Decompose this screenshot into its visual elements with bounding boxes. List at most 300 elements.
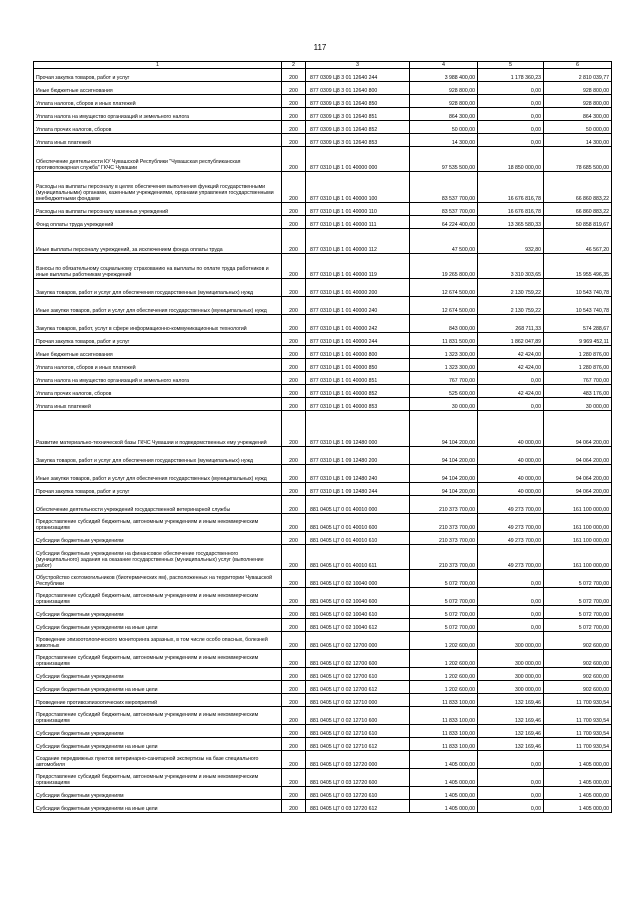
row-budget-code: 877 0310 Ц8 1 01 40000 112	[306, 229, 410, 254]
row-code-line: 200	[282, 254, 306, 279]
row-name: Уплата налога на имущество организаций и земельного налога	[34, 108, 282, 121]
row-name: Проведение эпизоотологического мониторинга заразных, в том числе особо опасных, болезней животных	[34, 632, 282, 650]
table-row	[34, 681, 612, 694]
row-name: Субсидии бюджетным учреждениям на иные цели	[34, 738, 282, 751]
row-name: Иные закупки товаров, работ и услуг для обеспечения государственных (муниципальных) нужд	[34, 297, 282, 315]
row-remaining-amount: 5 072 700,00	[544, 588, 612, 606]
row-executed-amount: 3 310 303,65	[478, 254, 544, 279]
row-code-line: 200	[282, 650, 306, 668]
row-approved-amount: 928 800,00	[410, 82, 478, 95]
table-row	[34, 545, 612, 570]
row-code-line: 200	[282, 668, 306, 681]
row-budget-code: 881 0405 Ц7 0 02 12710 610	[306, 725, 410, 738]
row-remaining-amount: 10 543 740,78	[544, 297, 612, 315]
row-name: Уплата прочих налогов, сборов	[34, 121, 282, 134]
row-remaining-amount: 46 567,20	[544, 229, 612, 254]
row-budget-code: 877 0310 Ц8 1 09 12480 244	[306, 483, 410, 496]
row-remaining-amount: 11 700 930,54	[544, 738, 612, 751]
row-approved-amount: 97 535 500,00	[410, 147, 478, 172]
row-approved-amount: 1 202 600,00	[410, 668, 478, 681]
row-name: Расходы на выплаты персоналу в целях обеспечения выполнения функций государственными (муниципальными) органами, казенными учреждениями, органами управления государственными внебюджетными фондами	[34, 172, 282, 203]
row-executed-amount: 0,00	[478, 606, 544, 619]
row-budget-code: 877 0309 Ц8 3 01 12640 800	[306, 82, 410, 95]
table-row	[34, 134, 612, 147]
row-budget-code: 881 0405 Ц7 0 01 40010 600	[306, 514, 410, 532]
row-budget-code: 877 0310 Ц8 1 09 12480 240	[306, 465, 410, 483]
row-remaining-amount: 574 288,67	[544, 315, 612, 333]
row-budget-code: 877 0310 Ц8 1 01 40000 850	[306, 359, 410, 372]
row-approved-amount: 928 800,00	[410, 95, 478, 108]
row-name: Иные бюджетные ассигнования	[34, 346, 282, 359]
table-row	[34, 570, 612, 588]
row-name: Иные закупки товаров, работ и услуг для обеспечения государственных (муниципальных) нужд	[34, 465, 282, 483]
row-executed-amount: 42 424,00	[478, 346, 544, 359]
header-cell: 2	[282, 62, 306, 69]
row-approved-amount: 210 373 700,00	[410, 545, 478, 570]
row-approved-amount: 525 600,00	[410, 385, 478, 398]
row-remaining-amount: 161 100 000,00	[544, 545, 612, 570]
table-row	[34, 398, 612, 411]
row-remaining-amount: 66 860 883,22	[544, 172, 612, 203]
row-budget-code: 877 0309 Ц8 3 01 12640 851	[306, 108, 410, 121]
row-executed-amount: 0,00	[478, 751, 544, 769]
row-approved-amount: 767 700,00	[410, 372, 478, 385]
row-budget-code: 881 0405 Ц7 0 02 12700 612	[306, 681, 410, 694]
row-executed-amount: 132 169,46	[478, 707, 544, 725]
table-row	[34, 121, 612, 134]
row-approved-amount: 5 072 700,00	[410, 619, 478, 632]
header-cell: 3	[306, 62, 410, 69]
row-executed-amount: 300 000,00	[478, 632, 544, 650]
row-budget-code: 881 0405 Ц7 0 01 40010 000	[306, 496, 410, 514]
row-name: Прочая закупка товаров, работ и услуг	[34, 483, 282, 496]
row-name: Развитие материально-технической базы ГКЧС Чувашии и подведомственных ему учреждений	[34, 411, 282, 447]
row-executed-amount: 40 000,00	[478, 411, 544, 447]
row-code-line: 200	[282, 229, 306, 254]
row-approved-amount: 19 265 800,00	[410, 254, 478, 279]
table-row	[34, 738, 612, 751]
row-code-line: 200	[282, 95, 306, 108]
table-row	[34, 95, 612, 108]
row-remaining-amount: 94 064 200,00	[544, 483, 612, 496]
row-code-line: 200	[282, 496, 306, 514]
table-row	[34, 447, 612, 465]
row-executed-amount: 932,80	[478, 229, 544, 254]
row-code-line: 200	[282, 398, 306, 411]
row-code-line: 200	[282, 800, 306, 813]
row-name: Предоставление субсидий бюджетным, автономным учреждениям и иным некоммерческим организациям	[34, 588, 282, 606]
row-executed-amount: 2 130 759,22	[478, 297, 544, 315]
row-approved-amount: 11 833 100,00	[410, 738, 478, 751]
row-budget-code: 881 0405 Ц7 0 03 12720 000	[306, 751, 410, 769]
row-approved-amount: 843 000,00	[410, 315, 478, 333]
row-budget-code: 881 0405 Ц7 0 02 10040 612	[306, 619, 410, 632]
header-cell: 5	[478, 62, 544, 69]
row-code-line: 200	[282, 465, 306, 483]
row-budget-code: 877 0310 Ц8 1 01 40000 111	[306, 216, 410, 229]
row-budget-code: 881 0405 Ц7 0 02 12700 600	[306, 650, 410, 668]
table-row	[34, 411, 612, 447]
table-row	[34, 787, 612, 800]
row-approved-amount: 64 224 400,00	[410, 216, 478, 229]
row-executed-amount: 0,00	[478, 134, 544, 147]
row-name: Субсидии бюджетным учреждениям на иные цели	[34, 619, 282, 632]
row-name: Закупка товаров, работ и услуг для обеспечения государственных (муниципальных) нужд	[34, 447, 282, 465]
row-remaining-amount: 902 600,00	[544, 668, 612, 681]
row-remaining-amount: 5 072 700,00	[544, 570, 612, 588]
row-remaining-amount: 864 300,00	[544, 108, 612, 121]
table-row	[34, 216, 612, 229]
row-approved-amount: 3 988 400,00	[410, 69, 478, 82]
row-remaining-amount: 928 800,00	[544, 95, 612, 108]
row-executed-amount: 16 676 816,78	[478, 172, 544, 203]
row-budget-code: 877 0309 Ц8 3 01 12640 852	[306, 121, 410, 134]
table-row	[34, 632, 612, 650]
row-code-line: 200	[282, 315, 306, 333]
table-row	[34, 82, 612, 95]
row-name: Предоставление субсидий бюджетным, автономным учреждениям и иным некоммерческим организациям	[34, 650, 282, 668]
row-executed-amount: 132 169,46	[478, 725, 544, 738]
row-budget-code: 877 0310 Ц8 1 01 40000 242	[306, 315, 410, 333]
row-name: Уплата иных платежей	[34, 134, 282, 147]
row-executed-amount: 0,00	[478, 800, 544, 813]
row-code-line: 200	[282, 359, 306, 372]
row-code-line: 200	[282, 707, 306, 725]
row-approved-amount: 1 405 000,00	[410, 769, 478, 787]
row-approved-amount: 864 300,00	[410, 108, 478, 121]
row-remaining-amount: 11 700 930,54	[544, 694, 612, 707]
row-name: Обеспечение деятельности КУ Чувашской Республики "Чувашская республиканская противопожарная служба" ГКЧС Чувашии	[34, 147, 282, 172]
row-name: Субсидии бюджетным учреждениям на иные цели	[34, 800, 282, 813]
row-budget-code: 881 0405 Ц7 0 01 40010 611	[306, 545, 410, 570]
row-name: Субсидии бюджетным учреждениям на финансовое обеспечение государственного (муниципального) задания на оказание государственных (муниципальных) услуг (выполнение работ)	[34, 545, 282, 570]
header-cell: 1	[34, 62, 282, 69]
row-executed-amount: 42 424,00	[478, 385, 544, 398]
row-executed-amount: 0,00	[478, 95, 544, 108]
table-row	[34, 229, 612, 254]
row-executed-amount: 42 424,00	[478, 359, 544, 372]
table-row	[34, 483, 612, 496]
table-row	[34, 668, 612, 681]
row-budget-code: 881 0405 Ц7 0 01 40010 610	[306, 532, 410, 545]
row-executed-amount: 132 169,46	[478, 694, 544, 707]
row-budget-code: 877 0310 Ц8 1 01 40000 119	[306, 254, 410, 279]
row-budget-code: 881 0405 Ц7 0 02 10040 000	[306, 570, 410, 588]
row-name: Прочая закупка товаров, работ и услуг	[34, 333, 282, 346]
row-executed-amount: 0,00	[478, 769, 544, 787]
row-remaining-amount: 11 700 930,54	[544, 707, 612, 725]
row-executed-amount: 40 000,00	[478, 447, 544, 465]
row-approved-amount: 1 202 600,00	[410, 632, 478, 650]
row-executed-amount: 49 273 700,00	[478, 496, 544, 514]
row-budget-code: 881 0405 Ц7 0 02 12710 000	[306, 694, 410, 707]
row-executed-amount: 300 000,00	[478, 681, 544, 694]
row-code-line: 200	[282, 346, 306, 359]
row-code-line: 200	[282, 751, 306, 769]
row-name: Иные бюджетные ассигнования	[34, 82, 282, 95]
row-budget-code: 877 0310 Ц8 1 01 40000 800	[306, 346, 410, 359]
row-approved-amount: 94 104 200,00	[410, 483, 478, 496]
row-budget-code: 881 0405 Ц7 0 02 10040 610	[306, 606, 410, 619]
table-row	[34, 751, 612, 769]
row-budget-code: 881 0405 Ц7 0 03 12720 600	[306, 769, 410, 787]
row-budget-code: 877 0310 Ц8 1 01 40000 244	[306, 333, 410, 346]
row-remaining-amount: 1 405 000,00	[544, 769, 612, 787]
row-name: Уплата иных платежей	[34, 398, 282, 411]
row-executed-amount: 0,00	[478, 108, 544, 121]
row-executed-amount: 49 273 700,00	[478, 514, 544, 532]
row-name: Уплата налогов, сборов и иных платежей	[34, 359, 282, 372]
table-row	[34, 254, 612, 279]
table-row	[34, 769, 612, 787]
row-remaining-amount: 1 280 876,00	[544, 346, 612, 359]
row-executed-amount: 0,00	[478, 588, 544, 606]
row-approved-amount: 210 373 700,00	[410, 532, 478, 545]
row-approved-amount: 1 202 600,00	[410, 650, 478, 668]
row-name: Фонд оплаты труда учреждений	[34, 216, 282, 229]
row-executed-amount: 0,00	[478, 787, 544, 800]
row-approved-amount: 210 373 700,00	[410, 514, 478, 532]
table-row	[34, 279, 612, 297]
row-executed-amount: 2 130 759,22	[478, 279, 544, 297]
row-budget-code: 881 0405 Ц7 0 03 12720 612	[306, 800, 410, 813]
row-name: Субсидии бюджетным учреждениям	[34, 606, 282, 619]
row-approved-amount: 11 833 100,00	[410, 725, 478, 738]
row-budget-code: 881 0405 Ц7 0 03 12720 610	[306, 787, 410, 800]
row-executed-amount: 18 850 000,00	[478, 147, 544, 172]
table-row	[34, 297, 612, 315]
row-approved-amount: 14 300,00	[410, 134, 478, 147]
table-row	[34, 606, 612, 619]
row-executed-amount: 13 365 580,33	[478, 216, 544, 229]
row-approved-amount: 47 500,00	[410, 229, 478, 254]
row-remaining-amount: 1 405 000,00	[544, 800, 612, 813]
row-remaining-amount: 902 600,00	[544, 632, 612, 650]
table-row	[34, 619, 612, 632]
table-row	[34, 496, 612, 514]
row-code-line: 200	[282, 203, 306, 216]
row-name: Расходы на выплаты персоналу казенных учреждений	[34, 203, 282, 216]
row-executed-amount: 0,00	[478, 372, 544, 385]
row-name: Уплата прочих налогов, сборов	[34, 385, 282, 398]
row-executed-amount: 1 178 360,23	[478, 69, 544, 82]
row-code-line: 200	[282, 694, 306, 707]
row-name: Предоставление субсидий бюджетным, автономным учреждениям и иным некоммерческим организациям	[34, 514, 282, 532]
page-number: 117	[313, 43, 327, 52]
row-executed-amount: 0,00	[478, 82, 544, 95]
row-code-line: 200	[282, 447, 306, 465]
row-executed-amount: 0,00	[478, 619, 544, 632]
row-code-line: 200	[282, 172, 306, 203]
row-remaining-amount: 1 280 876,00	[544, 359, 612, 372]
row-name: Уплата налогов, сборов и иных платежей	[34, 95, 282, 108]
row-remaining-amount: 161 100 000,00	[544, 496, 612, 514]
row-approved-amount: 94 104 200,00	[410, 411, 478, 447]
row-code-line: 200	[282, 297, 306, 315]
row-approved-amount: 94 104 200,00	[410, 465, 478, 483]
row-approved-amount: 1 405 000,00	[410, 800, 478, 813]
row-code-line: 200	[282, 372, 306, 385]
row-code-line: 200	[282, 769, 306, 787]
row-budget-code: 877 0310 Ц8 1 01 40000 110	[306, 203, 410, 216]
row-approved-amount: 11 831 500,00	[410, 333, 478, 346]
row-executed-amount: 300 000,00	[478, 650, 544, 668]
row-remaining-amount: 161 100 000,00	[544, 532, 612, 545]
row-remaining-amount: 2 810 039,77	[544, 69, 612, 82]
row-name: Субсидии бюджетным учреждениям	[34, 668, 282, 681]
table-row	[34, 346, 612, 359]
row-code-line: 200	[282, 483, 306, 496]
row-remaining-amount: 902 600,00	[544, 681, 612, 694]
row-budget-code: 877 0310 Ц8 1 01 40000 240	[306, 297, 410, 315]
row-executed-amount: 132 169,46	[478, 738, 544, 751]
row-budget-code: 881 0405 Ц7 0 02 12710 612	[306, 738, 410, 751]
row-budget-code: 877 0309 Ц8 3 01 12640 244	[306, 69, 410, 82]
row-approved-amount: 5 072 700,00	[410, 570, 478, 588]
row-approved-amount: 1 202 600,00	[410, 681, 478, 694]
table-row	[34, 725, 612, 738]
row-name: Предоставление субсидий бюджетным, автономным учреждениям и иным некоммерческим организациям	[34, 769, 282, 787]
row-remaining-amount: 161 100 000,00	[544, 514, 612, 532]
row-code-line: 200	[282, 134, 306, 147]
row-code-line: 200	[282, 279, 306, 297]
row-remaining-amount: 1 405 000,00	[544, 751, 612, 769]
row-remaining-amount: 94 064 200,00	[544, 465, 612, 483]
row-name: Субсидии бюджетным учреждениям на иные цели	[34, 681, 282, 694]
row-name: Субсидии бюджетным учреждениям	[34, 787, 282, 800]
row-code-line: 200	[282, 787, 306, 800]
table-row	[34, 203, 612, 216]
row-approved-amount: 94 104 200,00	[410, 447, 478, 465]
row-approved-amount: 210 373 700,00	[410, 496, 478, 514]
row-budget-code: 877 0310 Ц8 1 09 12480 200	[306, 447, 410, 465]
table-row	[34, 800, 612, 813]
row-approved-amount: 5 072 700,00	[410, 606, 478, 619]
row-approved-amount: 12 674 500,00	[410, 279, 478, 297]
row-code-line: 200	[282, 570, 306, 588]
row-name: Создание передвижных пунктов ветеринарно-санитарной экспертизы на базе специального автомобиля	[34, 751, 282, 769]
row-budget-code: 881 0405 Ц7 0 02 12700 000	[306, 632, 410, 650]
row-code-line: 200	[282, 216, 306, 229]
row-budget-code: 881 0405 Ц7 0 02 12700 610	[306, 668, 410, 681]
row-name: Обустройство скотомогильников (биотермических ям), расположенных на территории Чувашской Республики	[34, 570, 282, 588]
row-name: Обеспечение деятельности учреждений государственной ветеринарной службы	[34, 496, 282, 514]
row-executed-amount: 16 676 816,78	[478, 203, 544, 216]
row-name: Закупка товаров, работ и услуг для обеспечения государственных (муниципальных) нужд	[34, 279, 282, 297]
row-code-line: 200	[282, 385, 306, 398]
row-code-line: 200	[282, 411, 306, 447]
row-code-line: 200	[282, 121, 306, 134]
row-code-line: 200	[282, 619, 306, 632]
row-approved-amount: 1 323 300,00	[410, 359, 478, 372]
budget-table	[33, 61, 612, 813]
row-approved-amount: 50 000,00	[410, 121, 478, 134]
row-code-line: 200	[282, 147, 306, 172]
table-row	[34, 532, 612, 545]
row-remaining-amount: 30 000,00	[544, 398, 612, 411]
header-cell: 4	[410, 62, 478, 69]
row-approved-amount: 12 674 500,00	[410, 297, 478, 315]
row-approved-amount: 11 833 100,00	[410, 694, 478, 707]
row-remaining-amount: 902 600,00	[544, 650, 612, 668]
row-name: Предоставление субсидий бюджетным, автономным учреждениям и иным некоммерческим организациям	[34, 707, 282, 725]
row-remaining-amount: 5 072 700,00	[544, 619, 612, 632]
row-code-line: 200	[282, 681, 306, 694]
table-row	[34, 333, 612, 346]
table-row	[34, 650, 612, 668]
row-name: Закупка товаров, работ, услуг в сфере информационно-коммуникационных технологий	[34, 315, 282, 333]
row-name: Уплата налога на имущество организаций и земельного налога	[34, 372, 282, 385]
row-code-line: 200	[282, 514, 306, 532]
table-row	[34, 172, 612, 203]
row-executed-amount: 268 711,33	[478, 315, 544, 333]
row-budget-code: 877 0310 Ц8 1 01 40000 852	[306, 385, 410, 398]
table-row	[34, 108, 612, 121]
row-code-line: 200	[282, 545, 306, 570]
row-name: Иные выплаты персоналу учреждений, за исключением фонда оплаты труда	[34, 229, 282, 254]
row-executed-amount: 0,00	[478, 570, 544, 588]
row-approved-amount: 5 072 700,00	[410, 588, 478, 606]
row-code-line: 200	[282, 69, 306, 82]
table-row	[34, 385, 612, 398]
row-code-line: 200	[282, 632, 306, 650]
header-cell: 6	[544, 62, 612, 69]
row-code-line: 200	[282, 108, 306, 121]
row-budget-code: 881 0405 Ц7 0 02 10040 600	[306, 588, 410, 606]
table-row	[34, 359, 612, 372]
row-code-line: 200	[282, 333, 306, 346]
row-remaining-amount: 10 543 740,78	[544, 279, 612, 297]
row-approved-amount: 1 323 300,00	[410, 346, 478, 359]
row-executed-amount: 1 862 047,89	[478, 333, 544, 346]
table-row	[34, 372, 612, 385]
row-remaining-amount: 50 858 819,67	[544, 216, 612, 229]
row-remaining-amount: 14 300,00	[544, 134, 612, 147]
table-row	[34, 315, 612, 333]
table-row	[34, 514, 612, 532]
row-budget-code: 877 0310 Ц8 1 09 12480 000	[306, 411, 410, 447]
row-budget-code: 877 0310 Ц8 1 01 40000 851	[306, 372, 410, 385]
row-remaining-amount: 78 685 500,00	[544, 147, 612, 172]
row-executed-amount: 0,00	[478, 121, 544, 134]
row-code-line: 200	[282, 738, 306, 751]
row-remaining-amount: 928 800,00	[544, 82, 612, 95]
row-code-line: 200	[282, 82, 306, 95]
row-name: Субсидии бюджетным учреждениям	[34, 532, 282, 545]
table-row	[34, 465, 612, 483]
row-executed-amount: 300 000,00	[478, 668, 544, 681]
row-remaining-amount: 1 405 000,00	[544, 787, 612, 800]
row-budget-code: 877 0310 Ц8 1 01 40000 000	[306, 147, 410, 172]
row-name: Взносы по обязательному социальному страхованию на выплаты по оплате труда работников и иные выплаты работникам учреждений	[34, 254, 282, 279]
row-approved-amount: 1 405 000,00	[410, 751, 478, 769]
row-executed-amount: 49 273 700,00	[478, 532, 544, 545]
row-executed-amount: 0,00	[478, 398, 544, 411]
row-code-line: 200	[282, 725, 306, 738]
row-name: Проведение противоэпизоотических мероприятий	[34, 694, 282, 707]
row-budget-code: 877 0310 Ц8 1 01 40000 100	[306, 172, 410, 203]
row-budget-code: 877 0309 Ц8 3 01 12640 853	[306, 134, 410, 147]
row-budget-code: 877 0310 Ц8 1 01 40000 853	[306, 398, 410, 411]
header-row	[34, 62, 612, 69]
row-approved-amount: 1 405 000,00	[410, 787, 478, 800]
row-executed-amount: 40 000,00	[478, 465, 544, 483]
row-remaining-amount: 11 700 930,54	[544, 725, 612, 738]
table-row	[34, 147, 612, 172]
row-name: Субсидии бюджетным учреждениям	[34, 725, 282, 738]
row-approved-amount: 83 537 700,00	[410, 172, 478, 203]
row-remaining-amount: 483 176,00	[544, 385, 612, 398]
